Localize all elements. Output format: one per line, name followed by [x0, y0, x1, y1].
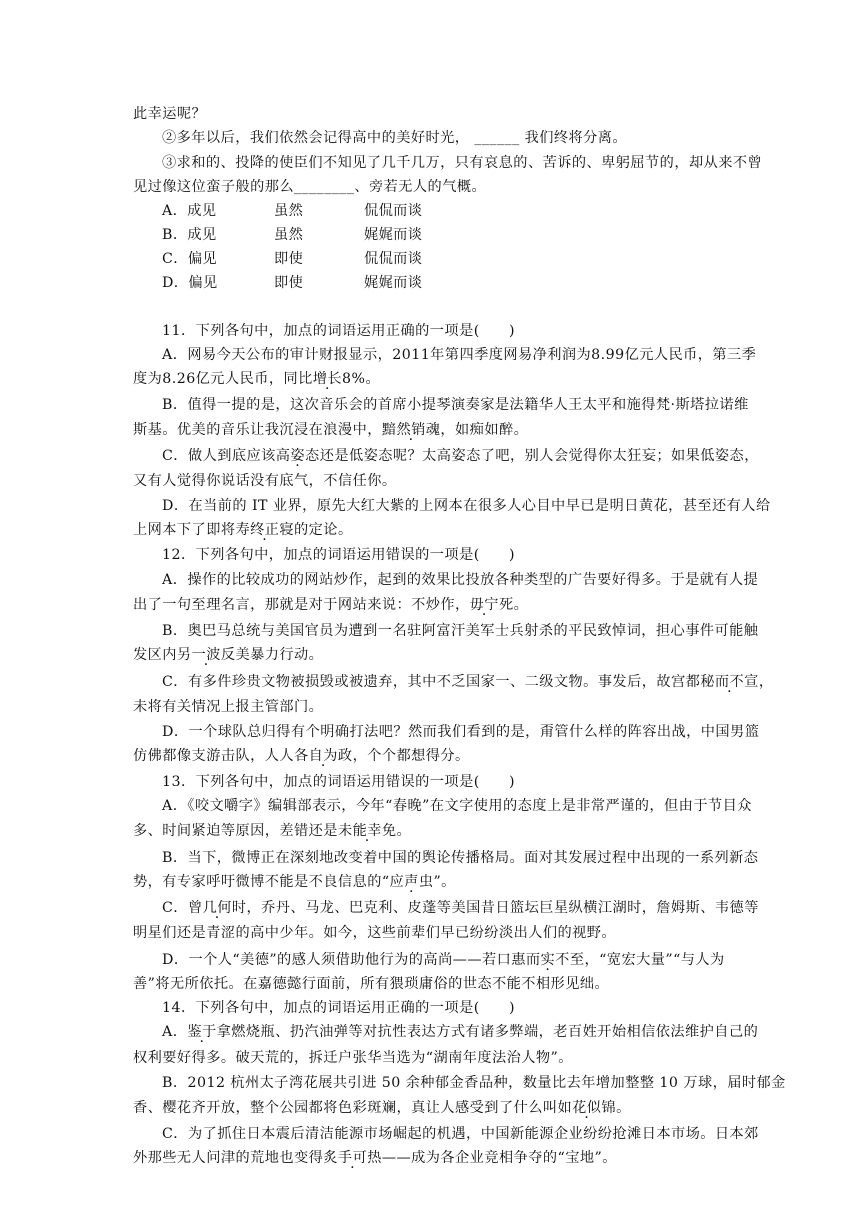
q13-a-line-2 [133, 821, 733, 841]
text: 仿佛都像支游击队，人人 [133, 748, 295, 764]
q10-option-d [162, 273, 762, 293]
q12-d-line-2 [133, 746, 733, 766]
dotted-term: 高姿态 [275, 448, 320, 464]
q13-a-line-1: A．《咬文嚼字》编辑部表示，今年“春晚”在文字使用的态度上是非常严谨的，但由于节目众 [162, 798, 752, 814]
text: 势，有专家呼吁微博不能是不良信息的“ [133, 874, 390, 890]
q11-b-line-2 [133, 420, 733, 440]
dotted-term: 炙手可热 [323, 1150, 382, 1166]
dotted-term: 一波 [191, 647, 221, 663]
q10-sentence-3b: 见过像这位蛮子般的那么________、旁若无人的气概。 [133, 179, 487, 195]
option-word-1: 虽然 [274, 227, 304, 243]
text: D．一个人“美德”的感人须借助他行为的高尚——若口 [162, 952, 512, 968]
q12-b-line-2 [133, 645, 733, 665]
q14-stem: 14．下列各句中，加点的词语运用正确的一项是( ) [162, 1000, 515, 1016]
option-word-1: 即使 [274, 275, 304, 291]
q14-a-line-1 [162, 1022, 762, 1042]
text: 死。 [498, 597, 529, 613]
text: 发区内另 [133, 647, 192, 663]
q14-b-line-1: B．2012 杭州太子湾花展共引进 50 余种郁金香品种，数量比去年增加整整 10 万球，届时郁金 [162, 1075, 786, 1091]
text: 的定论。 [294, 522, 353, 538]
q13-stem: 13．下列各句中，加点的词语运用错误的一项是( ) [162, 774, 515, 790]
q12-stem: 12．下列各句中，加点的词语运用错误的一项是( ) [162, 547, 515, 563]
text: 多、时间紧迫等原因，差错还是 [133, 823, 338, 839]
q11-c-line-1 [162, 446, 762, 466]
dotted-term: 各自为政 [294, 748, 353, 764]
q13-c-line-1 [162, 898, 762, 918]
option-label: A．成见 [162, 203, 217, 219]
text: ，如痴如醉。 [440, 422, 529, 438]
text: ”。 [433, 874, 456, 890]
text: ， [758, 674, 774, 690]
dotted-term: 增长 [312, 371, 343, 387]
dotted-term: 寿终正寝 [235, 522, 295, 538]
q12-c-line-2: 未将有关情况上报主管部门。 [133, 699, 324, 715]
dotted-term: 应声虫 [389, 874, 434, 890]
dotted-term: 惠而实不至 · [511, 952, 584, 968]
q12-a-line-1: A．操作的比较成功的网站炒作，起到的效果比投放各种类型的广告要好得多。于是就有人提 [162, 572, 759, 588]
text: ——成为各企业竞相争夺的“宝地”。 [381, 1150, 617, 1166]
dotted-term: 毋宁 [469, 597, 499, 613]
text: ，乔丹、马龙、巴克利、皮蓬等美国昔日篮坛巨星纵横江湖时，詹姆斯、韦德等 [246, 900, 759, 916]
option-word-2: 侃侃而谈 [364, 203, 423, 219]
text: 外那些无人问津的荒地也变得 [133, 1150, 324, 1166]
text: 上网本下了即将 [133, 522, 236, 538]
option-word-1: 即使 [274, 251, 304, 267]
option-label: D．偏见 [162, 275, 218, 291]
q14-a-line-2: 权利要好得多。破天荒的，拆迁户张华当选为“湖南年度法治人物”。 [133, 1050, 573, 1066]
q10-line-1: 此幸运呢？ [133, 106, 207, 122]
text: 。 [396, 823, 412, 839]
q13-d-line-1 [162, 950, 762, 970]
q11-a-line-2 [133, 369, 733, 389]
q14-b-line-2 [133, 1098, 733, 1118]
dotted-term: 鉴于 [187, 1024, 217, 1040]
dotted-term: 未能幸免 [337, 823, 397, 839]
text: 香、樱花齐开放，整个公园都将色彩斑斓，真让人感受到了什么叫 [133, 1100, 558, 1116]
q12-b-line-1: B．奥巴马总统与美国官员为遭到一名驻阿富汗美军士兵射杀的平民致悼词，担心事件可能触 [162, 623, 759, 639]
text: 反美暴力行动。 [220, 647, 324, 663]
dotted-term: 黯然销魂 [381, 422, 441, 438]
dotted-term: 秘而不宣 [700, 674, 759, 690]
option-word-2: 娓娓而谈 [364, 275, 423, 291]
q12-d-line-1: D．一个球队总归得有个明确打法吧？然而我们看到的是，甭管什么样的阵容出战，中国男篮 [162, 724, 760, 740]
q13-b-line-2 [133, 872, 733, 892]
q10-sentence-2: ②多年以后，我们依然会记得高中的美好时光， ______ 我们终将分离。 [162, 130, 628, 146]
q14-c-line-2 [133, 1148, 733, 1168]
q11-b-line-1: B．值得一提的是，这次音乐会的首席小提琴演奏家是法籍华人王太平和施得梵·斯塔拉诺维 [162, 397, 749, 413]
text: C．有多件珍贵文物被损毁或被遗弃，其中不乏国家一、二级文物。事发后，故宫都 [162, 674, 701, 690]
q11-d-line-2 [133, 520, 733, 540]
text: 8%。 [342, 371, 381, 387]
option-word-2: 侃侃而谈 [364, 251, 423, 267]
q10-option-b [162, 225, 762, 245]
q10-sentence-3a: ③求和的、投降的使臣们不知见了几千几万，只有哀息的、苦诉的、卑躬屈节的，却从来不曾 [162, 155, 763, 171]
q11-c-line-2: 又有人觉得你说话没有底气，不信任你。 [133, 473, 397, 489]
q11-stem: 11．下列各句中，加点的词语运用正确的一项是( ) [162, 323, 515, 339]
text: C．做人到底应该 [162, 448, 276, 464]
q13-d-line-2: 善”将无所依托。在嘉德懿行面前，所有猥琐庸俗的世态不能不相形见绌。 [133, 976, 610, 992]
text: 出了一句至理名言，那就是对于网站来说：不炒作， [133, 597, 470, 613]
text: ，个个都想得分。 [352, 748, 470, 764]
q11-a-line-1: A．网易今天公布的审计财报显示，2011年第四季度网易净利润为8.99亿元人民币，第三季 [162, 347, 757, 363]
text: 度为8.26亿元人民币，同比 [133, 371, 313, 387]
q12-a-line-2 [133, 595, 733, 615]
option-word-2: 娓娓而谈 [364, 227, 423, 243]
option-word-1: 虽然 [274, 203, 304, 219]
q13-c-line-2: 明星们还是青涩的高中少年。如今，这些前辈们早已纷纷淡出人们的视野。 [133, 925, 617, 941]
q14-c-line-1: C．为了抓住日本震后清洁能源市场崛起的机遇，中国新能源企业纷纷抢滩日本市场。日本郊 [162, 1126, 759, 1142]
text: ，“宽宏大量”“与人为 [584, 952, 725, 968]
text: 拿燃烧瓶、扔汽油弹等对抗性表达方式有诸多弊端，老百姓开始相信依法维护自己的 [216, 1024, 759, 1040]
q12-c-line-1 [162, 672, 774, 692]
dotted-term: 如花似锦 [557, 1100, 617, 1116]
text: A． [162, 1024, 188, 1040]
text: 还是低姿态呢？太高姿态了吧，别人会觉得你太狂妄；如果低姿态， [319, 448, 759, 464]
option-label: B．成见 [162, 227, 217, 243]
q10-option-c [162, 249, 762, 269]
q13-b-line-1: B．当下，微博正在深刻地改变着中国的舆论传播格局。面对其发展过程中出现的一系列新态 [162, 850, 759, 866]
text: 斯基。优美的音乐让我沉浸在浪漫中， [133, 422, 382, 438]
q10-option-a [162, 201, 762, 221]
dotted-term: 曾几何时 [187, 900, 247, 916]
q11-d-line-1: D．在当前的 IT 业界，原先大红大紫的上网本在很多人心目中早已是明日黄花，甚至还有人给 [162, 498, 771, 514]
text: 。 [616, 1100, 631, 1116]
text: C． [162, 900, 188, 916]
option-label: C．偏见 [162, 251, 218, 267]
